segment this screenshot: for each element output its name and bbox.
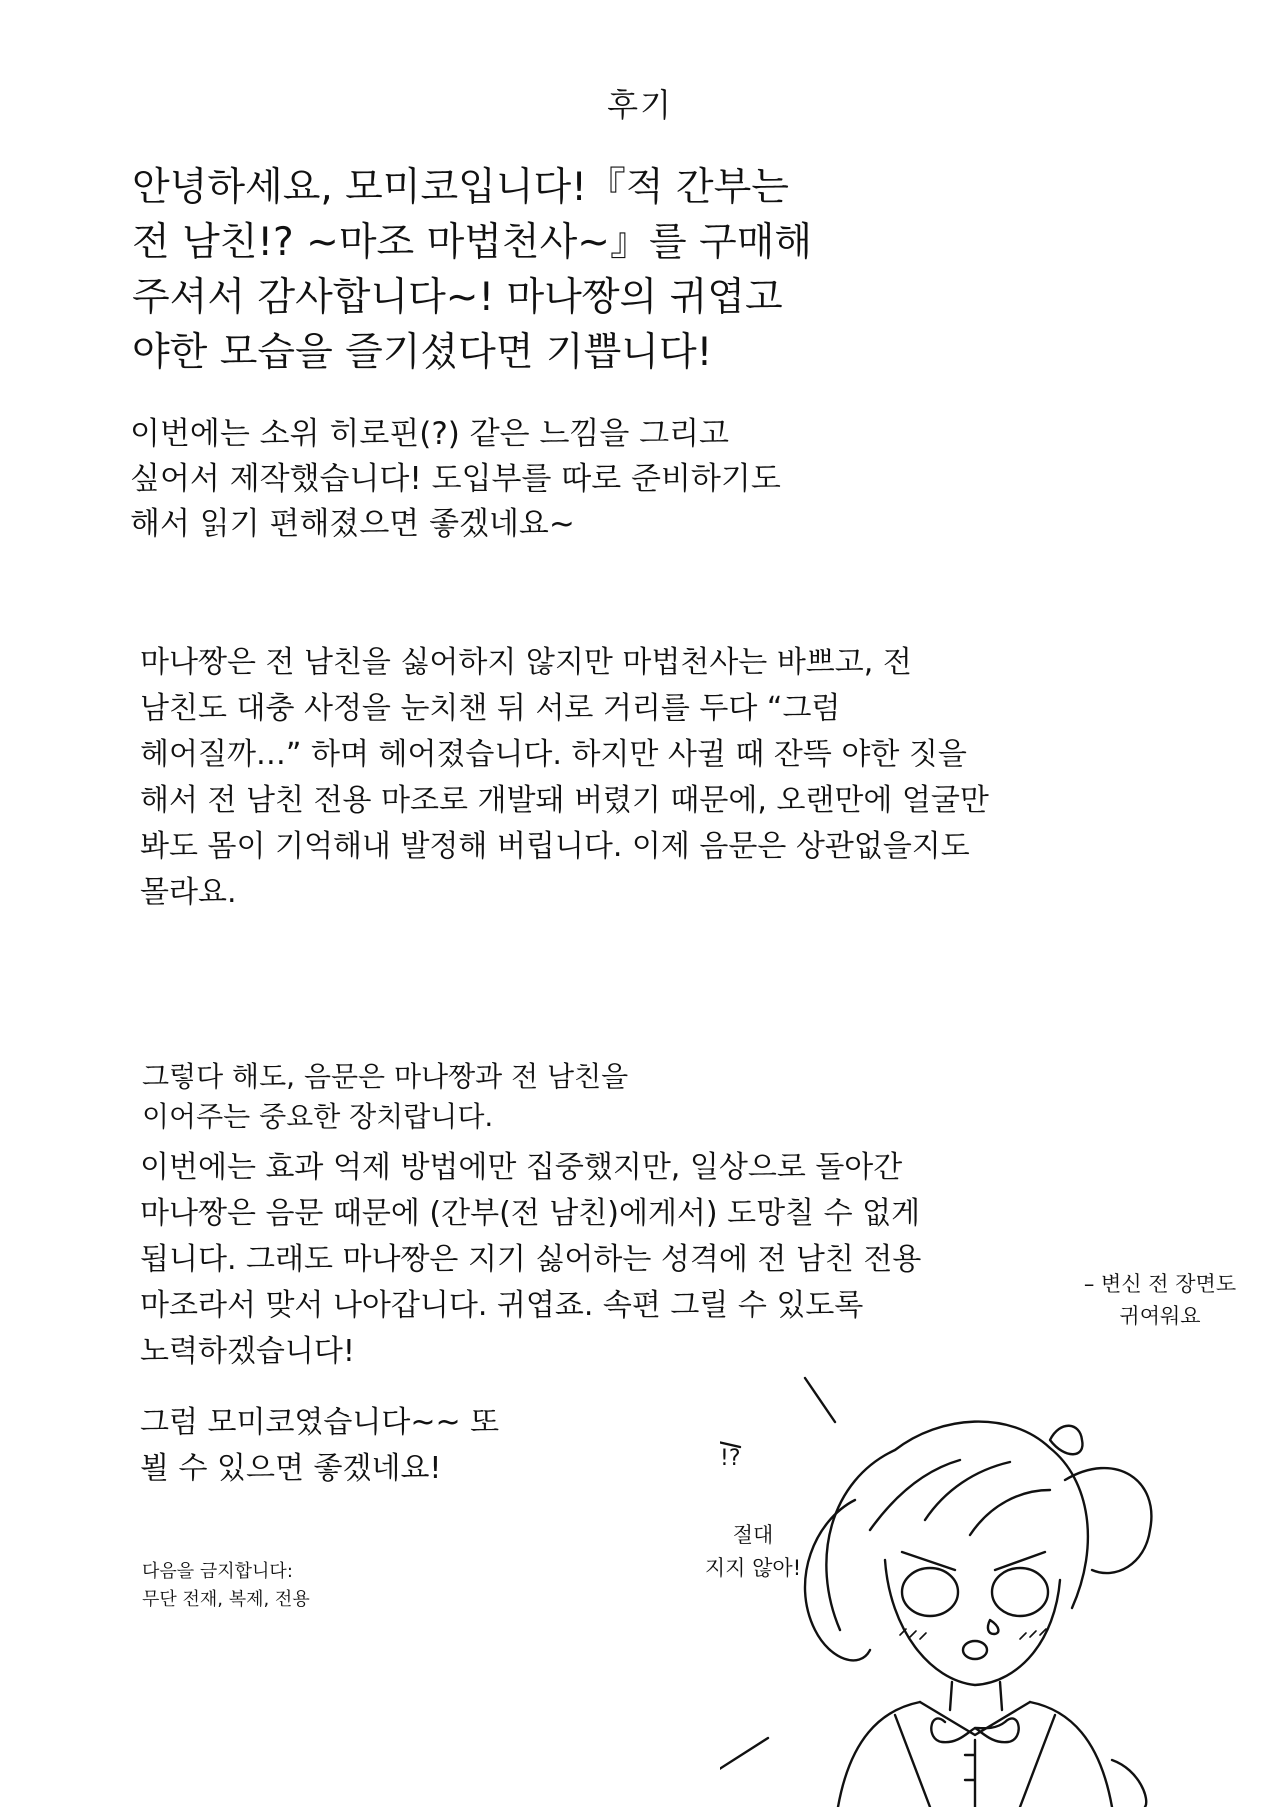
text-line: 몰라요. — [140, 875, 237, 910]
text-line: 마나짱은 전 남친을 싫어하지 않지만 마법천사는 바쁘고, 전 — [140, 645, 912, 680]
text-line: 봐도 몸이 기억해내 발정해 버립니다. 이제 음문은 상관없을지도 — [140, 829, 970, 864]
text-line: 이어주는 중요한 장치랍니다. — [142, 1100, 494, 1133]
text-line: 이번에는 소위 히로핀(?) 같은 느낌을 그리고 — [130, 416, 729, 452]
text-line: 남친도 대충 사정을 눈치챈 뒤 서로 거리를 두다 “그럼 — [140, 691, 841, 726]
hair-bangs — [870, 1460, 1050, 1535]
page-title: 후기 — [607, 86, 673, 124]
text-line: 그럼 모미코였습니다~~ 또 — [140, 1405, 500, 1440]
side-note — [1060, 1268, 1260, 1332]
text-line: 그렇다 해도, 음문은 마나짱과 전 남친을 — [142, 1060, 629, 1093]
eye-left — [902, 1568, 958, 1616]
speech-line: 지지 않아! — [704, 1556, 802, 1580]
intro-line: 주셔서 감사합니다~! 마나짱의 귀엽고 — [132, 275, 783, 320]
mouth — [963, 1641, 987, 1659]
text-line: 헤어질까…” 하며 헤어졌습니다. 하지만 사귈 때 잔뜩 야한 짓을 — [140, 737, 967, 772]
text-line: 이번에는 효과 억제 방법에만 집중했지만, 일상으로 돌아간 — [140, 1150, 903, 1185]
speech-line: 절대 — [732, 1523, 774, 1547]
eye-right — [992, 1568, 1048, 1616]
sweat-drop — [988, 1620, 999, 1634]
text-line: 마조라서 맞서 나아갑니다. 귀엽죠. 속편 그릴 수 있도록 — [140, 1288, 864, 1323]
text-line: 노력하겠습니다! — [140, 1334, 355, 1369]
side-note-line: 귀여워요 — [1119, 1304, 1201, 1328]
intro-line: 안녕하세요, 모미코입니다!『적 간부는 — [132, 165, 789, 210]
sleeve-hand — [1112, 1760, 1146, 1807]
bow — [931, 1718, 1018, 1742]
face — [885, 1560, 1060, 1685]
intro-line: 야한 모습을 즐기셨다면 기쁩니다! — [132, 330, 713, 375]
blush-left — [900, 1629, 926, 1639]
paragraph-crest — [142, 1057, 628, 1137]
paragraph-closing — [140, 1400, 499, 1492]
text-line: 뵐 수 있으면 좋겠네요! — [140, 1451, 442, 1486]
blouse — [965, 1740, 975, 1807]
text-line: 해서 전 남친 전용 마조로 개발돼 버렸기 때문에, 오랜만에 얼굴만 — [140, 783, 989, 818]
text-line: 싶어서 제작했습니다! 도입부를 따로 준비하기도 — [130, 461, 781, 497]
exclamation-mark: !? — [720, 1446, 741, 1471]
intro-paragraph — [132, 160, 812, 380]
paragraph-heroine — [130, 412, 781, 547]
blush-right — [1020, 1629, 1046, 1639]
motion-line — [720, 1738, 768, 1775]
text-line: 됩니다. 그래도 마나짱은 지기 싫어하는 성격에 전 남친 전용 — [140, 1242, 922, 1277]
text-line: 마나짱은 음문 때문에 (간부(전 남친)에게서) 도망칠 수 없게 — [140, 1196, 921, 1231]
copyright-notice — [142, 1558, 310, 1614]
text-line: 해서 읽기 편해졌으면 좋겠네요~ — [130, 506, 575, 542]
speech-bubble — [688, 1519, 818, 1585]
hair-ribbon — [1050, 1426, 1082, 1455]
intro-line: 전 남친!? ~마조 마법천사~』를 구매해 — [132, 220, 813, 265]
motion-line — [805, 1378, 835, 1422]
side-note-line: – 변신 전 장면도 — [1083, 1272, 1237, 1296]
neck — [950, 1682, 1002, 1710]
notice-line: 무단 전재, 복제, 전용 — [142, 1589, 310, 1610]
notice-line: 다음을 금지합니다: — [142, 1561, 293, 1582]
paragraph-story — [140, 640, 989, 916]
